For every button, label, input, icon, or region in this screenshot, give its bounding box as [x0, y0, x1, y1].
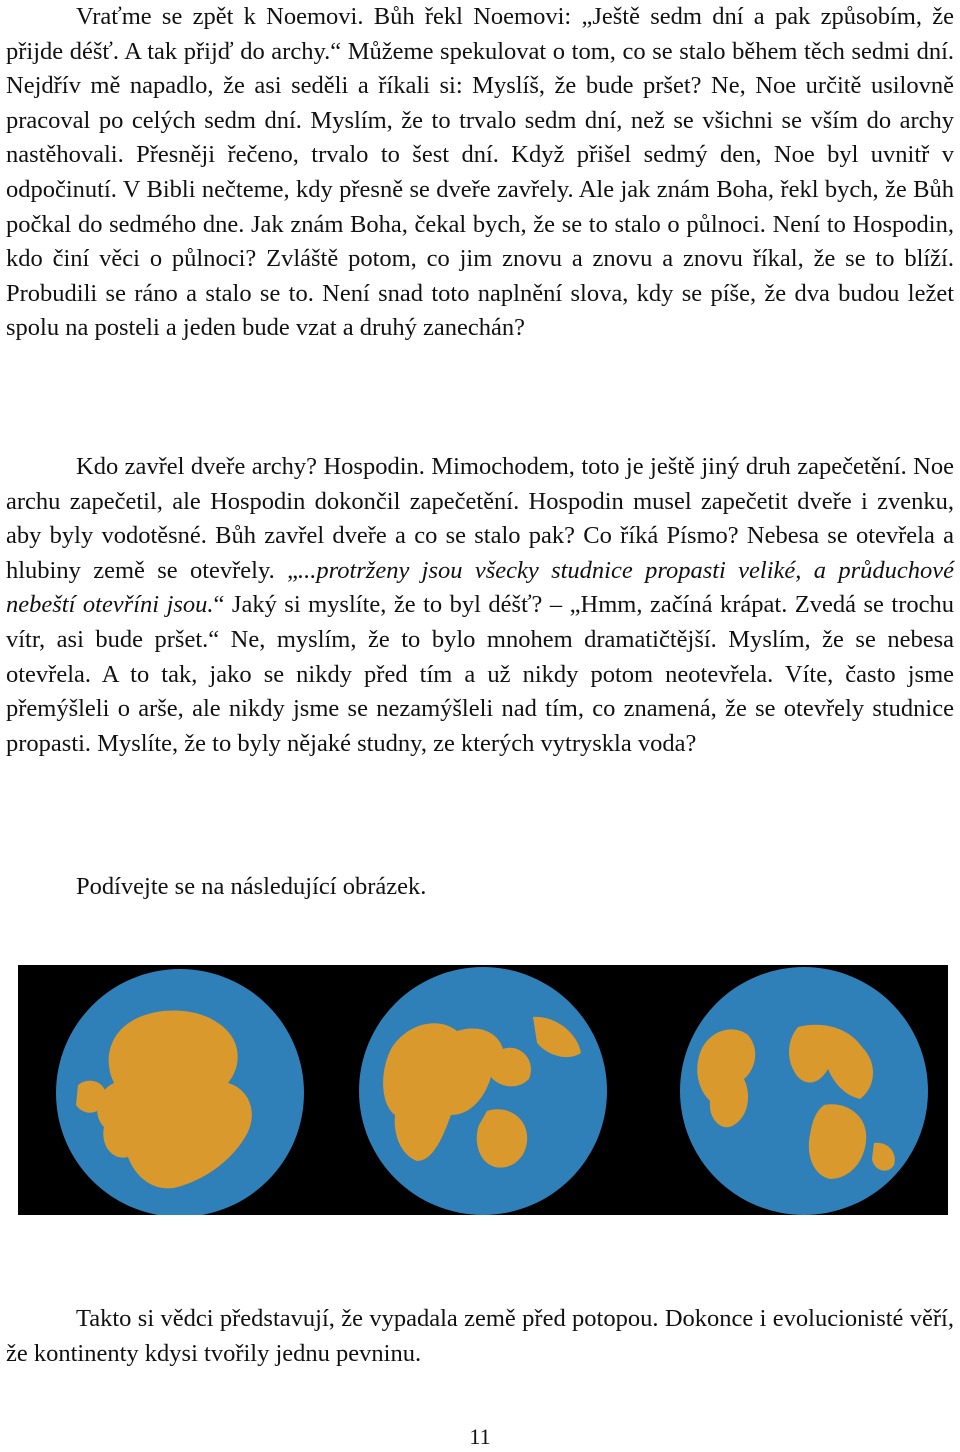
paragraph-text: Vraťme se zpět k Noemovi. Bůh řekl Noemovi: „Ještě sedm dní a pak způsobím, že přijde déšť. A tak přijď do archy.“ Můžeme spekulovat o tom, co se stalo během těch sedmi dní. Nejdřív mě napadlo, že asi seděli a říkali si: Myslíš, že bude pršet? Ne, Noe určitě usilovně pracoval po celých sedm dní. Myslím, že to trvalo sedm dní, než se všichni se vším do archy nastěhovali. Přesněji řečeno, trvalo to šest dní. Když přišel sedmý den, Noe byl uvnitř v odpočinutí. V Bibli nečteme, kdy přesně se dveře zavřely. Ale jak znám Boha, řekl bych, že Bůh počkal do sedmého dne. Jak znám Boha, čekal bych, že se to stalo o půlnoci. Není to Hospodin, kdo činí věci o půlnoci? Zvláště potom, co jim znovu a znovu a znovu říkal, že se to blíží. Probudili se ráno a stalo se to. Není snad toto naplnění slova, kdy se píše, že dva budou ležet spolu na posteli a jeden bude vzat a druhý zanechán? — [6, 3, 954, 342]
globe-image-3 — [648, 965, 948, 1215]
paragraph-pangea — [6, 1302, 954, 1371]
paragraph-look-at-picture — [6, 870, 954, 905]
paragraph-noah-seven-days — [6, 0, 954, 346]
paragraph-text-b: “ Jaký si myslíte, že to byl déšť? – „Hmm, začíná krápat. Zvedá se trochu vítr, asi bude pršet.“ Ne, myslím, že to bylo mnohem dramatičtější. Myslím, že se nebesa otevřela. A to tak, jako se nikdy před tím a už nikdy potom neotevřela. Víte, často jsme přemýšleli o arše, ale nikdy jsme se nezamýšleli nad tím, co znamená, že se otevřely studnice propasti. Myslíte, že to byly nějaké studny, ze kterých vytryskla voda? — [6, 591, 954, 757]
paragraph-text: Takto si vědci představují, že vypadala země před potopou. Dokonce i evolucionisté věří, že kontinenty kdysi tvořily jednu pevninu. — [6, 1305, 954, 1367]
paragraph-text-a: Kdo zavřel dveře archy? Hospodin. Mimochodem, toto je ještě jiný druh zapečetění. Noe archu zapečetil, ale Hospodin dokončil zapečetění. Hospodin musel zapečetit dveře i zvenku, aby byly vodotěsné. Bůh zavřel dveře a co se stalo pak? Co říká Písmo? Nebesa se otevřela a hlubiny země se otevřely. „ — [6, 453, 954, 584]
globe-image-1 — [18, 965, 318, 1215]
paragraph-text: Podívejte se na následující obrázek. — [76, 873, 427, 900]
globes-figure — [18, 965, 948, 1215]
globe-image-2 — [333, 965, 633, 1215]
paragraph-who-closed-door — [6, 450, 954, 761]
page-number: 11 — [469, 1424, 491, 1449]
scripture-quote: ...protrženy jsou všecky studnice propasti veliké, a průduchové nebeští otevříni jsou. — [6, 556, 954, 619]
